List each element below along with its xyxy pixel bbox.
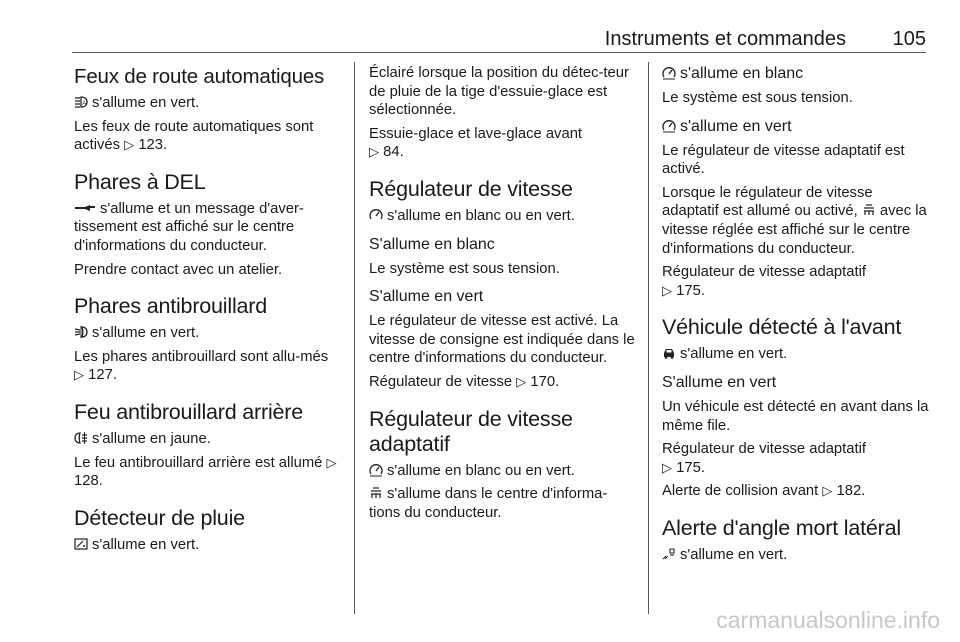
paragraph: Alerte de collision avant ▷ 182. — [662, 483, 866, 500]
subsection-title: S'allume en vert — [369, 288, 484, 306]
paragraph: s'allume en jaune. — [74, 430, 342, 449]
paragraph: Un véhicule est détecté en avant dans la même file. — [662, 398, 929, 434]
section-title: Phares à DEL — [74, 169, 206, 194]
paragraph: Essuie-glace et lave-glace avant ▷ 84. — [369, 125, 583, 161]
header-title: Instruments et commandes — [604, 28, 846, 50]
paragraph: Prendre contact avec un atelier. — [74, 261, 283, 278]
rain-sensor-icon — [74, 537, 88, 551]
reference-arrow-icon: ▷ — [662, 282, 672, 298]
page-header — [72, 28, 926, 54]
section-title: Alerte d'angle mort latéral — [662, 515, 901, 540]
subsection-title: s'allume en vert — [662, 117, 930, 137]
subsection-title: s'allume en blanc — [662, 64, 930, 84]
paragraph: s'allume dans le centre d'informa-tions du conducteur. — [369, 486, 608, 521]
paragraph: Le régulateur de vitesse adaptatif est activé. — [662, 142, 905, 178]
vehicle-ahead-icon — [369, 486, 383, 500]
column-2 — [369, 64, 635, 522]
paragraph: Le système est sous tension. — [369, 260, 560, 277]
led-headlight-icon — [74, 201, 96, 215]
column-divider — [354, 62, 355, 614]
paragraph: s'allume en vert. — [74, 324, 342, 343]
section-title: Détecteur de pluie — [74, 505, 245, 530]
paragraph: A s'allume en vert. — [74, 94, 342, 113]
paragraph: Le feu antibrouillard arrière est allumé ▷ 128. — [74, 454, 337, 490]
reference-arrow-icon: ▷ — [822, 483, 833, 499]
column-3 — [662, 64, 930, 565]
paragraph: Le système est sous tension. — [662, 90, 853, 106]
header-rule — [72, 52, 926, 53]
reference-arrow-icon: ▷ — [369, 144, 379, 160]
section-title: Véhicule détecté à l'avant — [662, 315, 902, 340]
paragraph: s'allume en blanc ou en vert. — [369, 207, 635, 226]
rear-fog-icon — [74, 431, 88, 445]
column-1 — [74, 64, 342, 554]
cruise-control-icon — [369, 208, 383, 222]
adaptive-cruise-icon — [662, 119, 676, 133]
reference-arrow-icon: ▷ — [516, 373, 527, 389]
column-divider — [648, 62, 649, 614]
adaptive-cruise-icon — [662, 66, 676, 80]
paragraph: s'allume en blanc ou en vert. — [369, 462, 635, 481]
adaptive-cruise-icon — [369, 463, 383, 477]
paragraph: s'allume et un message d'aver-tissement est affiché sur le centre d'informations du conducteur. — [74, 200, 304, 254]
paragraph: Éclairé lorsque la position du détec-teur de pluie de la tige d'essuie-glace est sélectionnée. — [369, 65, 629, 119]
reference-arrow-icon: ▷ — [124, 137, 135, 153]
paragraph: s'allume en vert. — [662, 345, 930, 364]
subsection-title: S'allume en vert — [662, 373, 777, 391]
page-number: 105 — [892, 28, 926, 50]
blind-spot-icon — [662, 547, 676, 561]
paragraph: Les phares antibrouillard sont allu-més ▷ 127. — [74, 348, 329, 384]
front-fog-icon — [74, 325, 88, 339]
section-title: Feux de route automatiques — [74, 65, 325, 88]
section-title: Régulateur de vitesse — [369, 176, 573, 201]
section-title: Feu antibrouillard arrière — [74, 399, 304, 424]
paragraph: s'allume en vert. — [74, 536, 342, 555]
section-title: Régulateur de vitesse adaptatif — [369, 406, 573, 456]
reference-arrow-icon: ▷ — [74, 367, 84, 383]
paragraph: Régulateur de vitesse ▷ 170. — [369, 373, 560, 390]
paragraph: Les feux de route automatiques sont activés ▷ 123. — [74, 118, 314, 154]
reference-arrow-icon: ▷ — [326, 454, 337, 470]
watermark: carmanualsonline.info — [716, 607, 940, 633]
svg-text:A: A — [82, 101, 87, 107]
paragraph: s'allume en vert. — [662, 546, 930, 565]
vehicle-ahead-icon — [662, 346, 676, 360]
vehicle-ahead-icon — [862, 203, 876, 217]
paragraph: Régulateur de vitesse adaptatif ▷ 175. — [662, 441, 866, 476]
paragraph: Régulateur de vitesse adaptatif ▷ 175. — [662, 264, 866, 299]
reference-arrow-icon: ▷ — [662, 459, 672, 475]
subsection-title: S'allume en blanc — [369, 235, 495, 253]
high-beam-auto-icon — [74, 95, 88, 109]
paragraph: Lorsque le régulateur de vitesse adaptatif est allumé ou activé, avec la vitesse réglée est affiché sur le centre d'informations du conducteur. — [662, 184, 927, 257]
section-title: Phares antibrouillard — [74, 294, 267, 319]
paragraph: Le régulateur de vitesse est activé. La vitesse de consigne est indiquée dans le centre d'informations du conducteur. — [369, 313, 635, 367]
